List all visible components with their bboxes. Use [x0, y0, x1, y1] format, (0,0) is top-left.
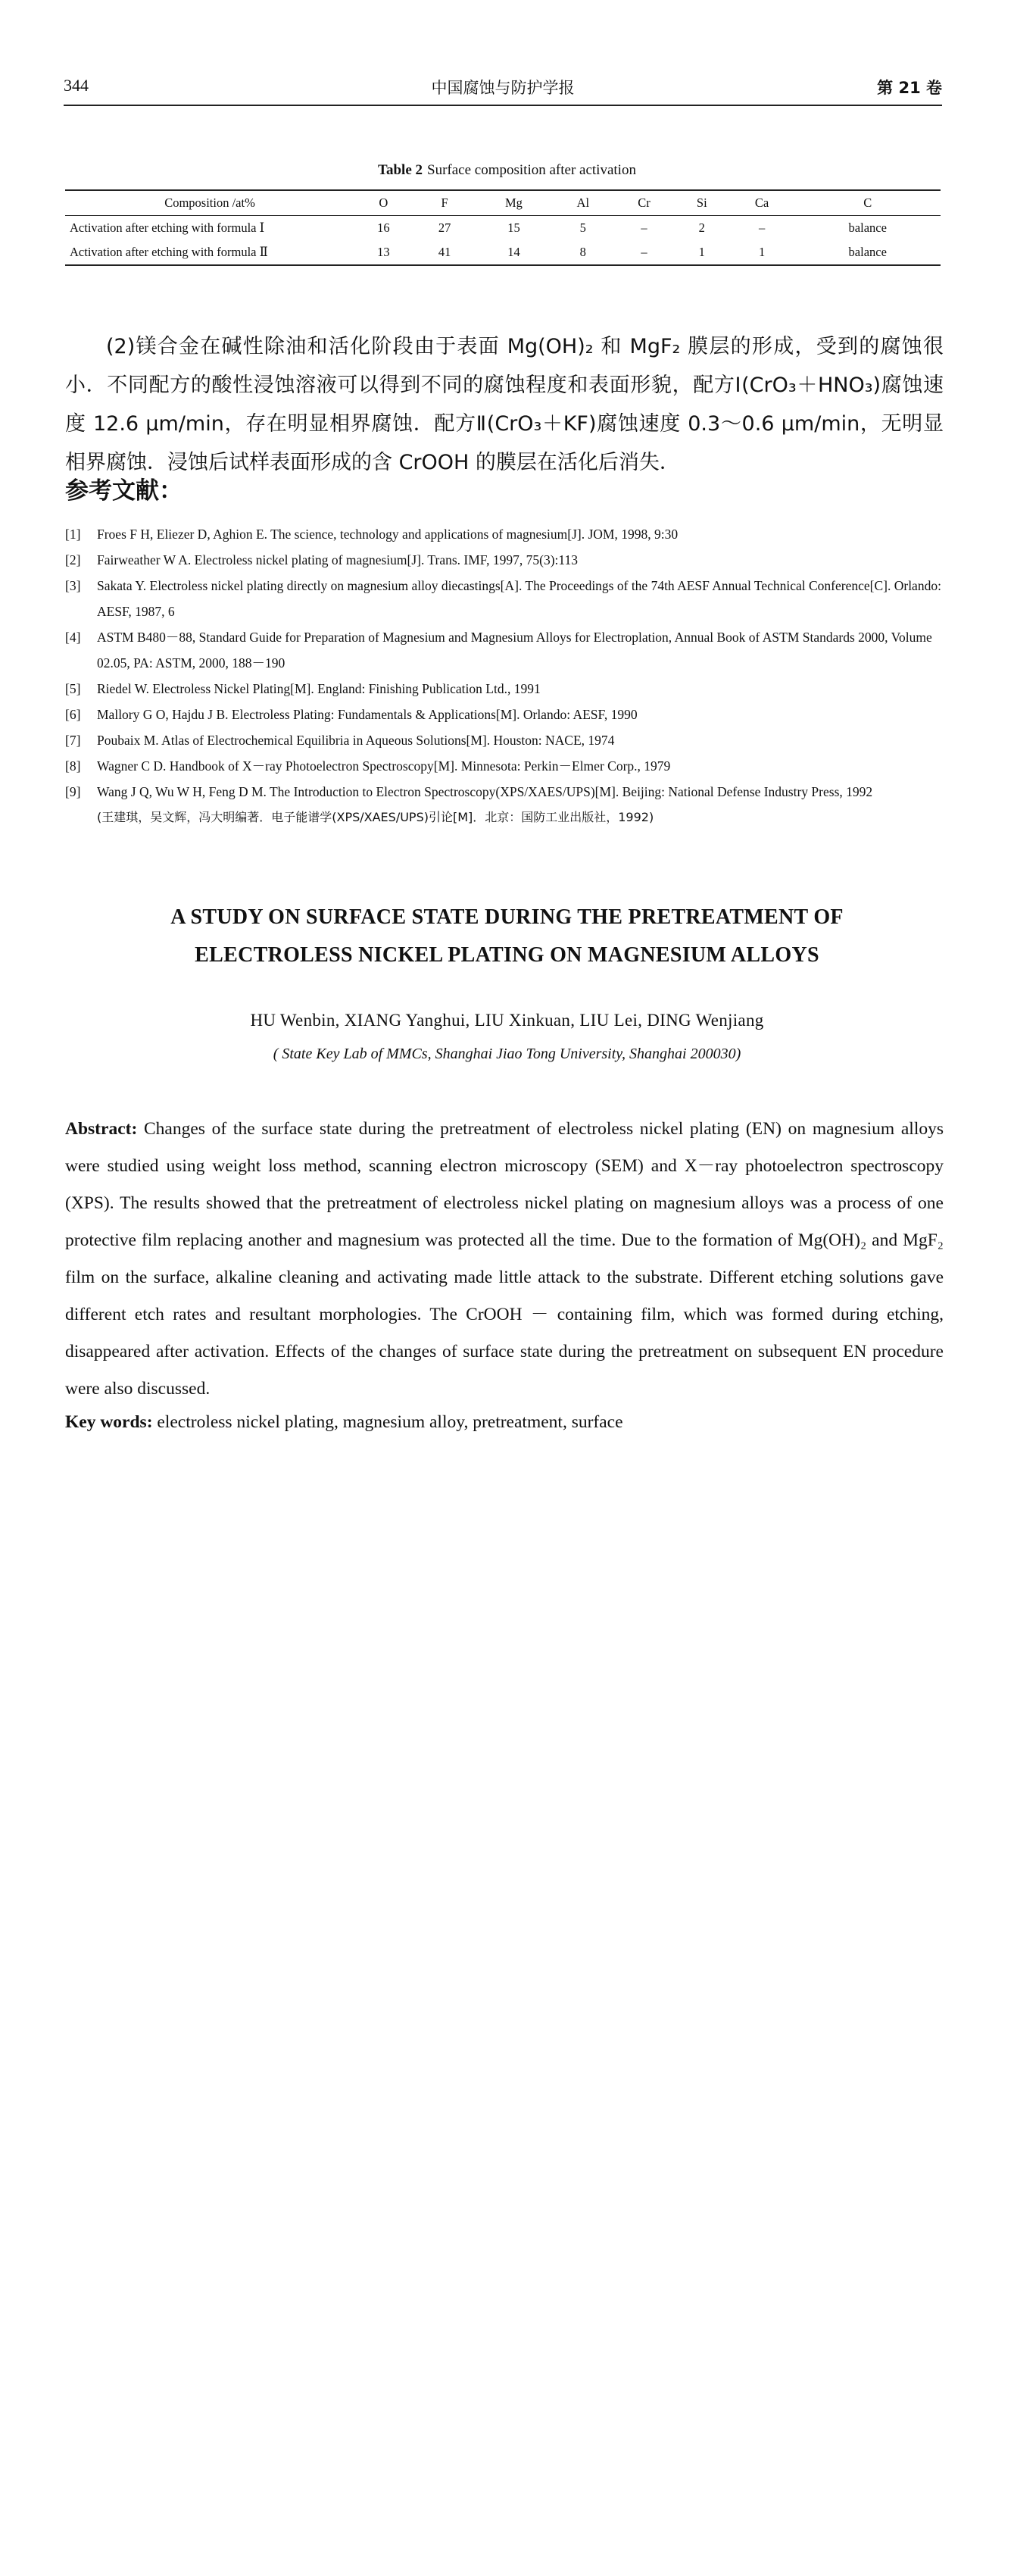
keywords: [65, 1412, 944, 1433]
column-header: Si: [696, 195, 707, 210]
table-cell: 2: [698, 220, 705, 235]
reference-text: Wang J Q, Wu W H, Feng D M. The Introduction to Electron Spectroscopy(XPS/XAES/UPS)[M]. Beijing: National Defense Industry Press, 1992: [97, 784, 873, 799]
column-header: Al: [576, 195, 590, 210]
table-cell: balance: [848, 245, 887, 259]
table-cell: 1: [698, 245, 705, 259]
table-cell: 14: [507, 245, 520, 259]
reference-number: [5]: [65, 681, 81, 696]
volume-label: 第 21 卷: [877, 79, 942, 97]
table-cell: 13: [377, 245, 390, 259]
table-cell: Activation after etching with formula Ⅱ: [70, 245, 268, 259]
keywords-label: Key words:: [65, 1412, 153, 1432]
table-cell: 15: [507, 220, 520, 235]
reference-item: [65, 521, 944, 547]
abstract-text: Changes of the surface state during the pretreatment of electroless nickel plating (EN) on magnesium alloys were studied using weight loss method, scanning electron microscopy (SEM) and X－ray photoelectron spectroscopy (XPS). The results showed that the pretreatment of electroless nickel plating on magnesium alloys was a process of one protective film replacing another and magnesium was protected all the time. Due to the formation of Mg(OH)₂ and MgF₂ film on the surface, alkaline cleaning and activating made little attack to the substrate. Different etching solutions gave different etch rates and resultant morphologies. The CrOOH － containing film, which was formed during etching, disappeared after activation. Effects of the changes of surface state during the pretreatment on subsequent EN procedure were also discussed.: [65, 1119, 944, 1399]
reference-number: [8]: [65, 758, 81, 774]
abstract: [65, 1111, 944, 1408]
composition-table: [65, 189, 941, 266]
affiliation: ( State Key Lab of MMCs, Shanghai Jiao Tong University, Shanghai 200030): [273, 1046, 741, 1062]
reference-item: [65, 573, 944, 624]
reference-text: Mallory G O, Hajdu J B. Electroless Plating: Fundamentals & Applications[M]. Orlando: AESF, 1990: [97, 707, 638, 722]
table-header-row: [65, 190, 941, 216]
references-heading: 参考文献：: [65, 477, 183, 505]
table-cell: Activation after etching with formula Ⅰ: [70, 220, 265, 235]
table-caption: [0, 162, 1014, 179]
reference-number: [1]: [65, 527, 81, 542]
reference-text: Fairweather W A. Electroless nickel plating of magnesium[J]. Trans. IMF, 1997, 75(3):113: [97, 552, 578, 567]
table-cell: 1: [758, 245, 766, 259]
reference-text: ASTM B480－88, Standard Guide for Preparation of Magnesium and Magnesium Alloys for Electroplation, Annual Book of ASTM Standards 2000, Volume 02.05, PA: ASTM, 2000, 188－190: [97, 630, 932, 671]
reference-text: Poubaix M. Atlas of Electrochemical Equilibria in Aqueous Solutions[M]. Houston: NACE, 1974: [97, 733, 615, 748]
table-cell: 8: [579, 245, 586, 259]
table-cell: 27: [438, 220, 451, 235]
reference-item: [65, 547, 944, 573]
english-title-line: ELECTROLESS NICKEL PLATING ON MAGNESIUM ALLOYS: [195, 943, 819, 967]
english-title-line: A STUDY ON SURFACE STATE DURING THE PRETREATMENT OF: [170, 905, 844, 929]
page-number: 344: [64, 76, 89, 95]
reference-text: Riedel W. Electroless Nickel Plating[M]. England: Finishing Publication Ltd., 1991: [97, 681, 541, 696]
column-header: Mg: [505, 195, 523, 210]
reference-note: (王建琪，吴文辉，冯大明编著．电子能谱学(XPS/XAES/UPS)引论[M]．北京：国防工业出版社，1992): [97, 810, 654, 824]
table-cell: 41: [438, 245, 451, 259]
table-cell: 16: [377, 220, 390, 235]
reference-text: Sakata Y. Electroless nickel plating directly on magnesium alloy diecastings[A]. The Proceedings of the 74th AESF Annual Technical Conference[C]. Orlando: AESF, 1987, 6: [97, 578, 941, 619]
reference-item: [65, 624, 944, 676]
conclusion-paragraph: (2)镁合金在碱性除油和活化阶段由于表面 Mg(OH)₂ 和 MgF₂ 膜层的形成，受到的腐蚀很小．不同配方的酸性浸蚀溶液可以得到不同的腐蚀程度和表面形貌，配方Ⅰ(CrO₃＋HNO₃)腐蚀速度 12.6 μm/min，存在明显相界腐蚀．配方Ⅱ(CrO₃＋KF)腐蚀速度 0.3～0.6 μm/min，无明显相界腐蚀．浸蚀后试样表面形成的含 CrOOH 的膜层在活化后消失．: [65, 335, 944, 474]
table-cell: balance: [848, 220, 887, 235]
reference-number: [7]: [65, 733, 81, 748]
reference-item: [65, 753, 944, 779]
table-caption-label: Table 2: [378, 162, 423, 178]
column-header: Composition /at%: [164, 195, 255, 210]
author-list: HU Wenbin, XIANG Yanghui, LIU Xinkuan, LIU Lei, DING Wenjiang: [250, 1011, 764, 1030]
journal-name: 中国腐蚀与防护学报: [431, 79, 575, 97]
table-cell: –: [641, 220, 647, 235]
table-row: [65, 240, 941, 265]
reference-number: [4]: [65, 630, 81, 645]
column-header: Cr: [638, 195, 651, 210]
reference-list: [65, 521, 944, 830]
reference-item: [65, 779, 944, 805]
english-title: [0, 899, 1014, 974]
reference-item: [65, 727, 944, 753]
keywords-text: electroless nickel plating, magnesium alloy, pretreatment, surface: [157, 1412, 623, 1432]
column-header: C: [863, 195, 872, 210]
reference-item: [65, 702, 944, 727]
reference-number: [6]: [65, 707, 81, 722]
reference-text: Wagner C D. Handbook of X－ray Photoelectron Spectroscopy[M]. Minnesota: Perkin－Elmer Corp., 1979: [97, 758, 671, 774]
column-header: O: [379, 195, 388, 210]
reference-number: [3]: [65, 578, 81, 593]
table-row: [65, 216, 941, 241]
table-cell: –: [758, 220, 766, 235]
table-cell: 5: [579, 220, 586, 235]
table-caption-text: Surface composition after activation: [427, 162, 636, 178]
reference-text: Froes F H, Eliezer D, Aghion E. The science, technology and applications of magnesium[J]. JOM, 1998, 9:30: [97, 527, 679, 542]
reference-item: [65, 676, 944, 702]
column-header: Ca: [754, 195, 769, 210]
abstract-label: Abstract:: [65, 1119, 138, 1139]
table-cell: –: [641, 245, 647, 259]
running-header: [64, 70, 942, 106]
reference-number: [2]: [65, 552, 81, 567]
column-header: F: [441, 195, 448, 210]
reference-number: [9]: [65, 784, 81, 799]
